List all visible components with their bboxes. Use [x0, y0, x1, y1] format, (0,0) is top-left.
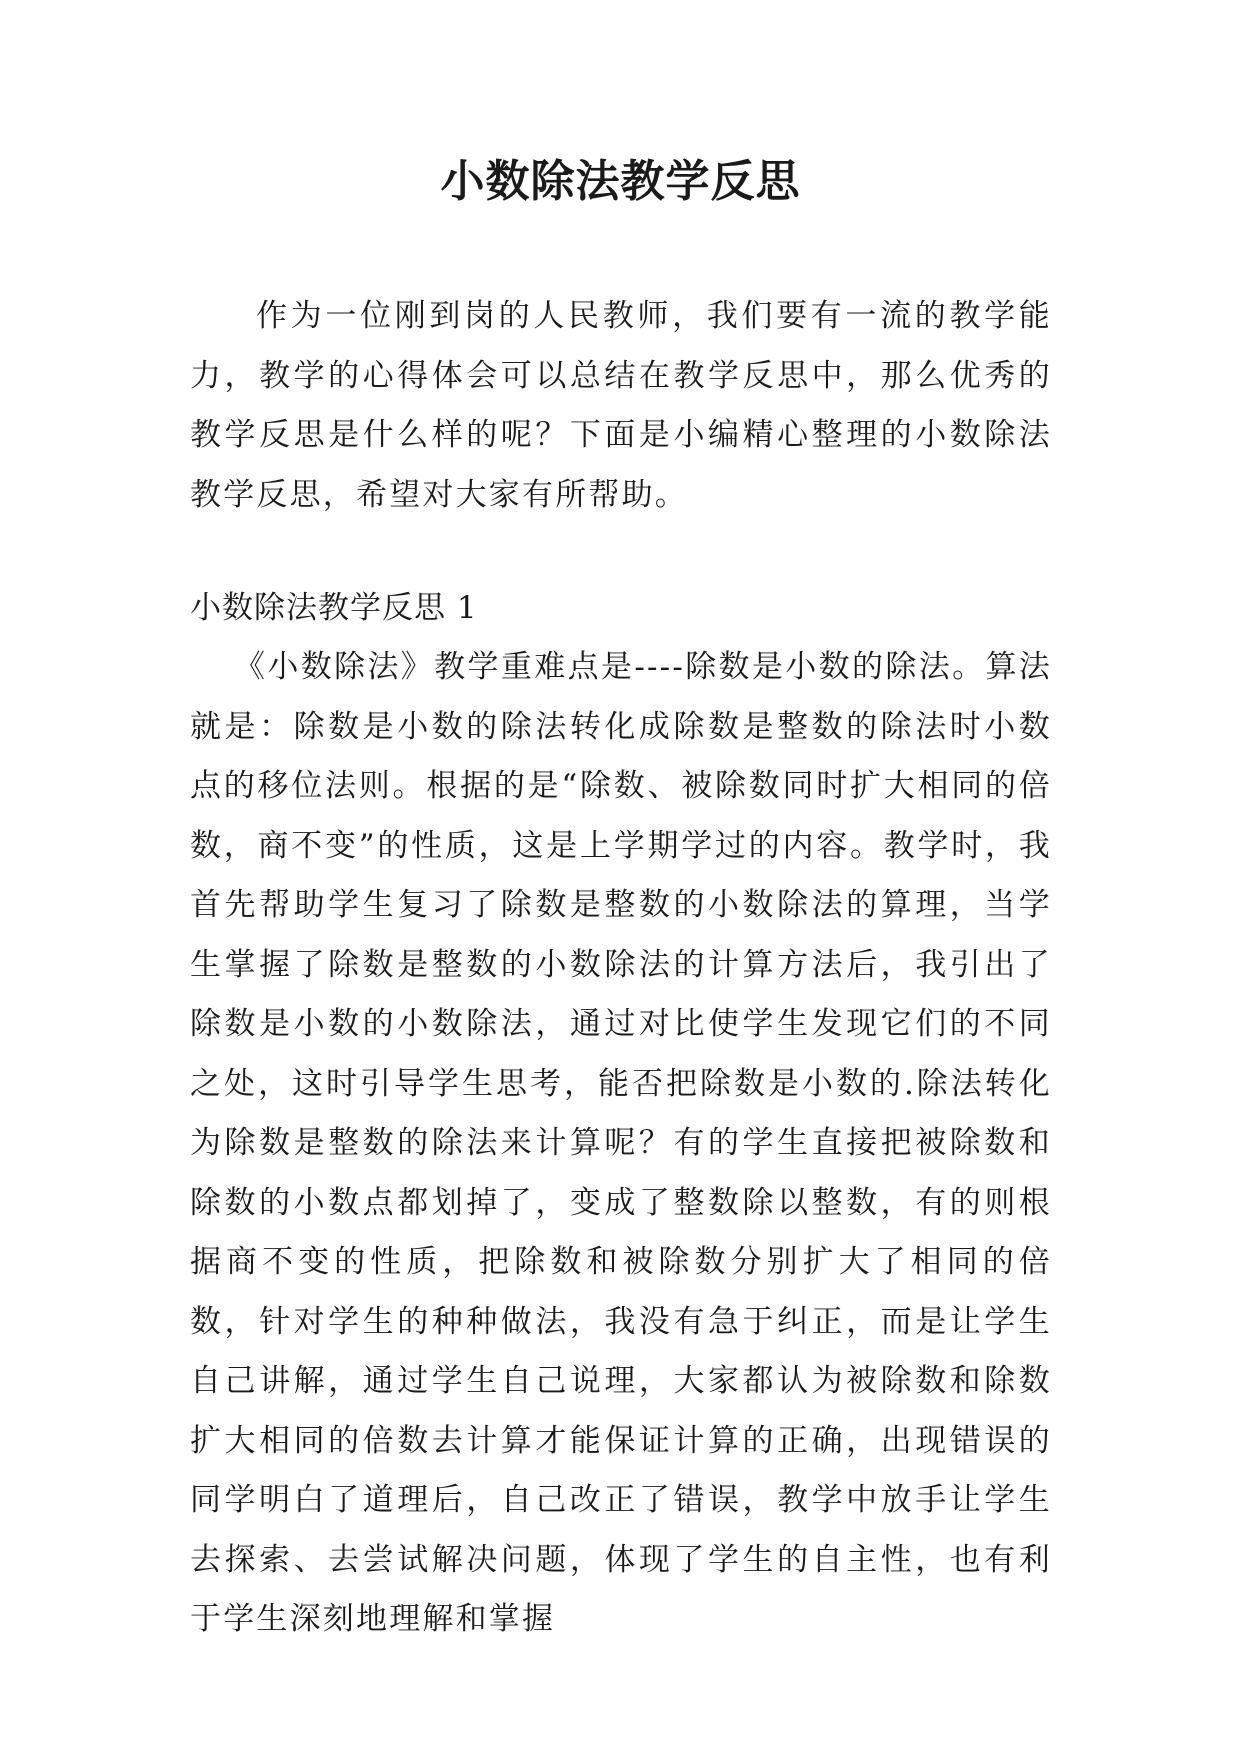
document-title: 小数除法教学反思: [440, 156, 801, 207]
section-body-paragraph: 《小数除法》教学重难点是----除数是小数的除法。算法就是：除数是小数的除法转化成除数是整数的除法时小数点的移位法则。根据的是“除数、被除数同时扩大相同的倍数，商不变”的性质，这是上学期学过的内容。教学时，我首先帮助学生复习了除数是整数的小数除法的算理，当学生掌握了除数是整数的小数除法的计算方法后，我引出了除数是小数的小数除法，通过对比使学生发现它们的不同之处，这时引导学生思考，能否把除数是小数的.除法转化为除数是整数的除法来计算呢？有的学生直接把被除数和除数的小数点都划掉了，变成了整数除以整数，有的则根据商不变的性质，把除数和被除数分别扩大了相同的倍数，针对学生的种种做法，我没有急于纠正，而是让学生自己讲解，通过学生自己说理，大家都认为被除数和除数扩大相同的倍数去计算才能保证计算的正确，出现错误的同学明白了道理后，自己改正了错误，教学中放手让学生去探索、去尝试解决问题，体现了学生的自主性，也有利于学生深刻地理解和掌握: [190, 649, 1052, 1637]
intro-paragraph: 作为一位刚到岗的人民教师，我们要有一流的教学能力，教学的心得体会可以总结在教学反思中，那么优秀的教学反思是什么样的呢？下面是小编精心整理的小数除法教学反思，希望对大家有所帮助。: [190, 298, 1052, 513]
section-heading: 小数除法教学反思 1: [190, 590, 478, 626]
